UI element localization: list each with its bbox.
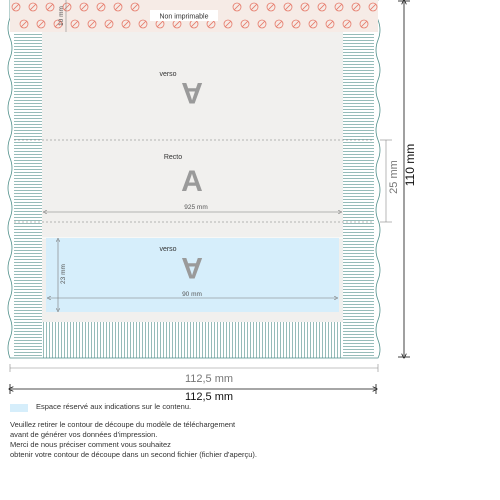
bottom-hatch-strip [42, 322, 343, 358]
panel-bottom-label: verso [159, 246, 177, 253]
panel-middle-label: Recto [163, 154, 183, 161]
panel-middle-glyph: A [181, 165, 203, 198]
note-line: Veuillez retirer le contour de découpe du modèle de téléchargement [10, 420, 236, 429]
dim-width-gray-label: 112,5 mm [184, 373, 234, 385]
panel-top-glyph: A [181, 76, 203, 109]
note-line: avant de générer vos données d'impression. [10, 430, 158, 439]
right-hatch-strip [343, 32, 374, 358]
non-printable-label: Non imprimable [159, 13, 209, 21]
margin-10mm-label: 10 mm [58, 6, 65, 26]
note-line: obtenir votre contour de découpe dans un second fichier (fichier d'aperçu). [10, 450, 257, 459]
panel-top-label: verso [159, 71, 177, 78]
panel-bottom-glyph: A [181, 251, 203, 284]
dim-110mm-label: 110 mm [403, 143, 417, 187]
dim-width-black-label: 112,5 mm [184, 391, 234, 403]
legend-swatch [10, 404, 28, 412]
dim-blue-height-label: 23 mm [60, 264, 67, 284]
dim-inner-width-label: 925 mm [184, 204, 208, 211]
note-line: Merci de nous préciser comment vous souhaitez [10, 440, 171, 449]
dim-blue-width-label: 90 mm [182, 291, 202, 298]
notes-block [10, 420, 310, 460]
legend-text: Espace réservé aux indications sur le contenu. [36, 402, 192, 411]
left-hatch-strip [14, 32, 42, 358]
dim-25mm-label: 25 mm [388, 160, 400, 194]
